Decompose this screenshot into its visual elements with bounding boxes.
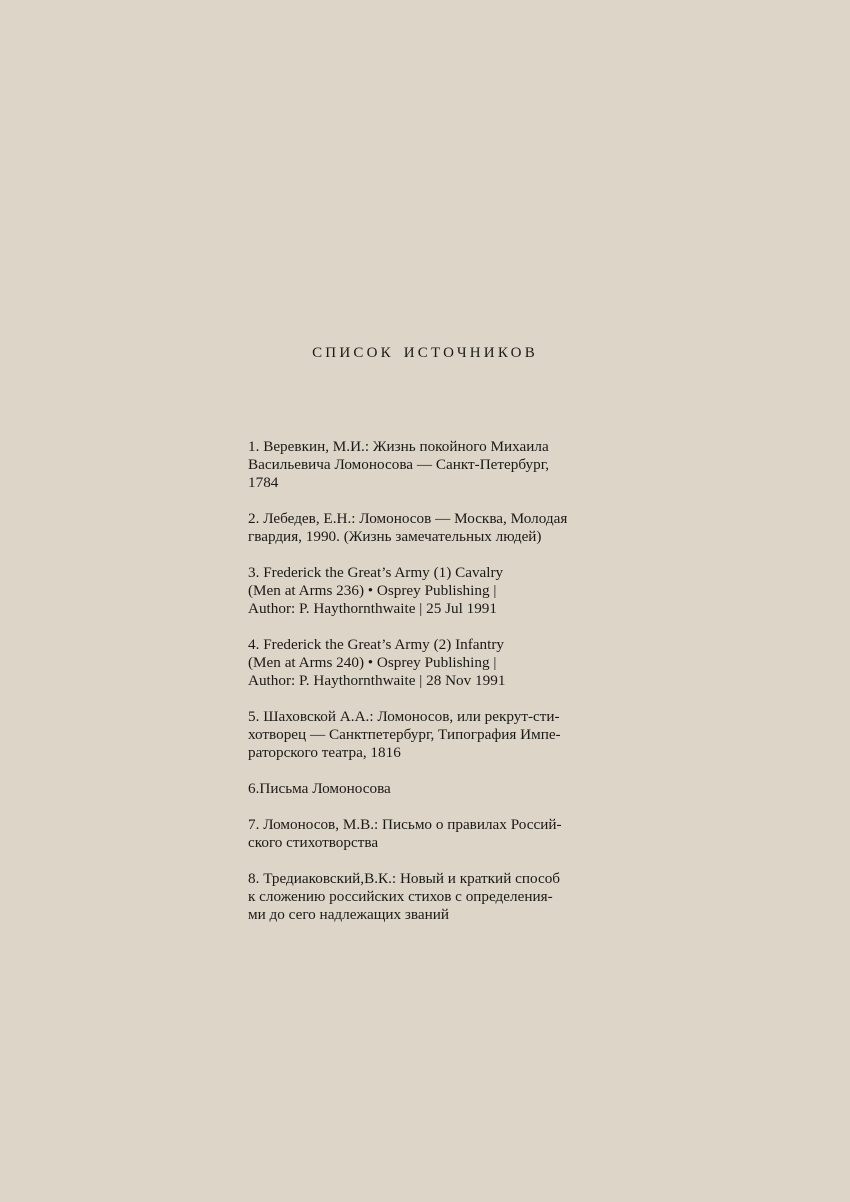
source-line: 2. Лебедев, Е.Н.: Ломоносов — Москва, Молодая [248,510,568,527]
source-line: ми до сего надлежащих званий [248,906,450,923]
source-item [248,636,628,690]
source-line: 3. Frederick the Great’s Army (1) Cavalry [248,564,504,581]
source-line: Author: P. Haythornthwaite | 28 Nov 1991 [248,672,506,689]
source-item [248,510,628,546]
source-line: 8. Тредиаковский,В.К.: Новый и краткий способ [248,870,561,887]
source-line: 6.Письма Ломоносова [248,780,391,797]
source-line: Васильевича Ломоносова — Санкт-Петербург, [248,456,550,473]
source-item [248,564,628,618]
source-line: гвардия, 1990. (Жизнь замечательных людей) [248,528,542,545]
source-line: Author: P. Haythornthwaite | 25 Jul 1991 [248,600,497,617]
source-line: (Men at Arms 236) • Osprey Publishing | [248,582,497,599]
source-line: хотворец — Санктпетербург, Типография Импе- [248,726,561,743]
source-line: 1. Веревкин, М.И.: Жизнь покойного Михаила [248,438,549,455]
source-line: ского стихотворства [248,834,379,851]
sources-list [248,438,628,942]
source-line: 4. Frederick the Great’s Army (2) Infantry [248,636,504,653]
source-item [248,780,628,798]
page-title: СПИСОК ИСТОЧНИКОВ [312,345,538,361]
source-line: 5. Шаховской А.А.: Ломоносов, или рекрут-сти- [248,708,560,725]
source-item [248,816,628,852]
source-item [248,870,628,924]
source-line: (Men at Arms 240) • Osprey Publishing | [248,654,497,671]
source-line: к сложению российских стихов с определения- [248,888,553,905]
source-item [248,708,628,762]
source-item [248,438,628,492]
source-line: 7. Ломоносов, М.В.: Письмо о правилах Россий- [248,816,562,833]
source-line: 1784 [248,474,279,491]
source-line: раторского театра, 1816 [248,744,401,761]
